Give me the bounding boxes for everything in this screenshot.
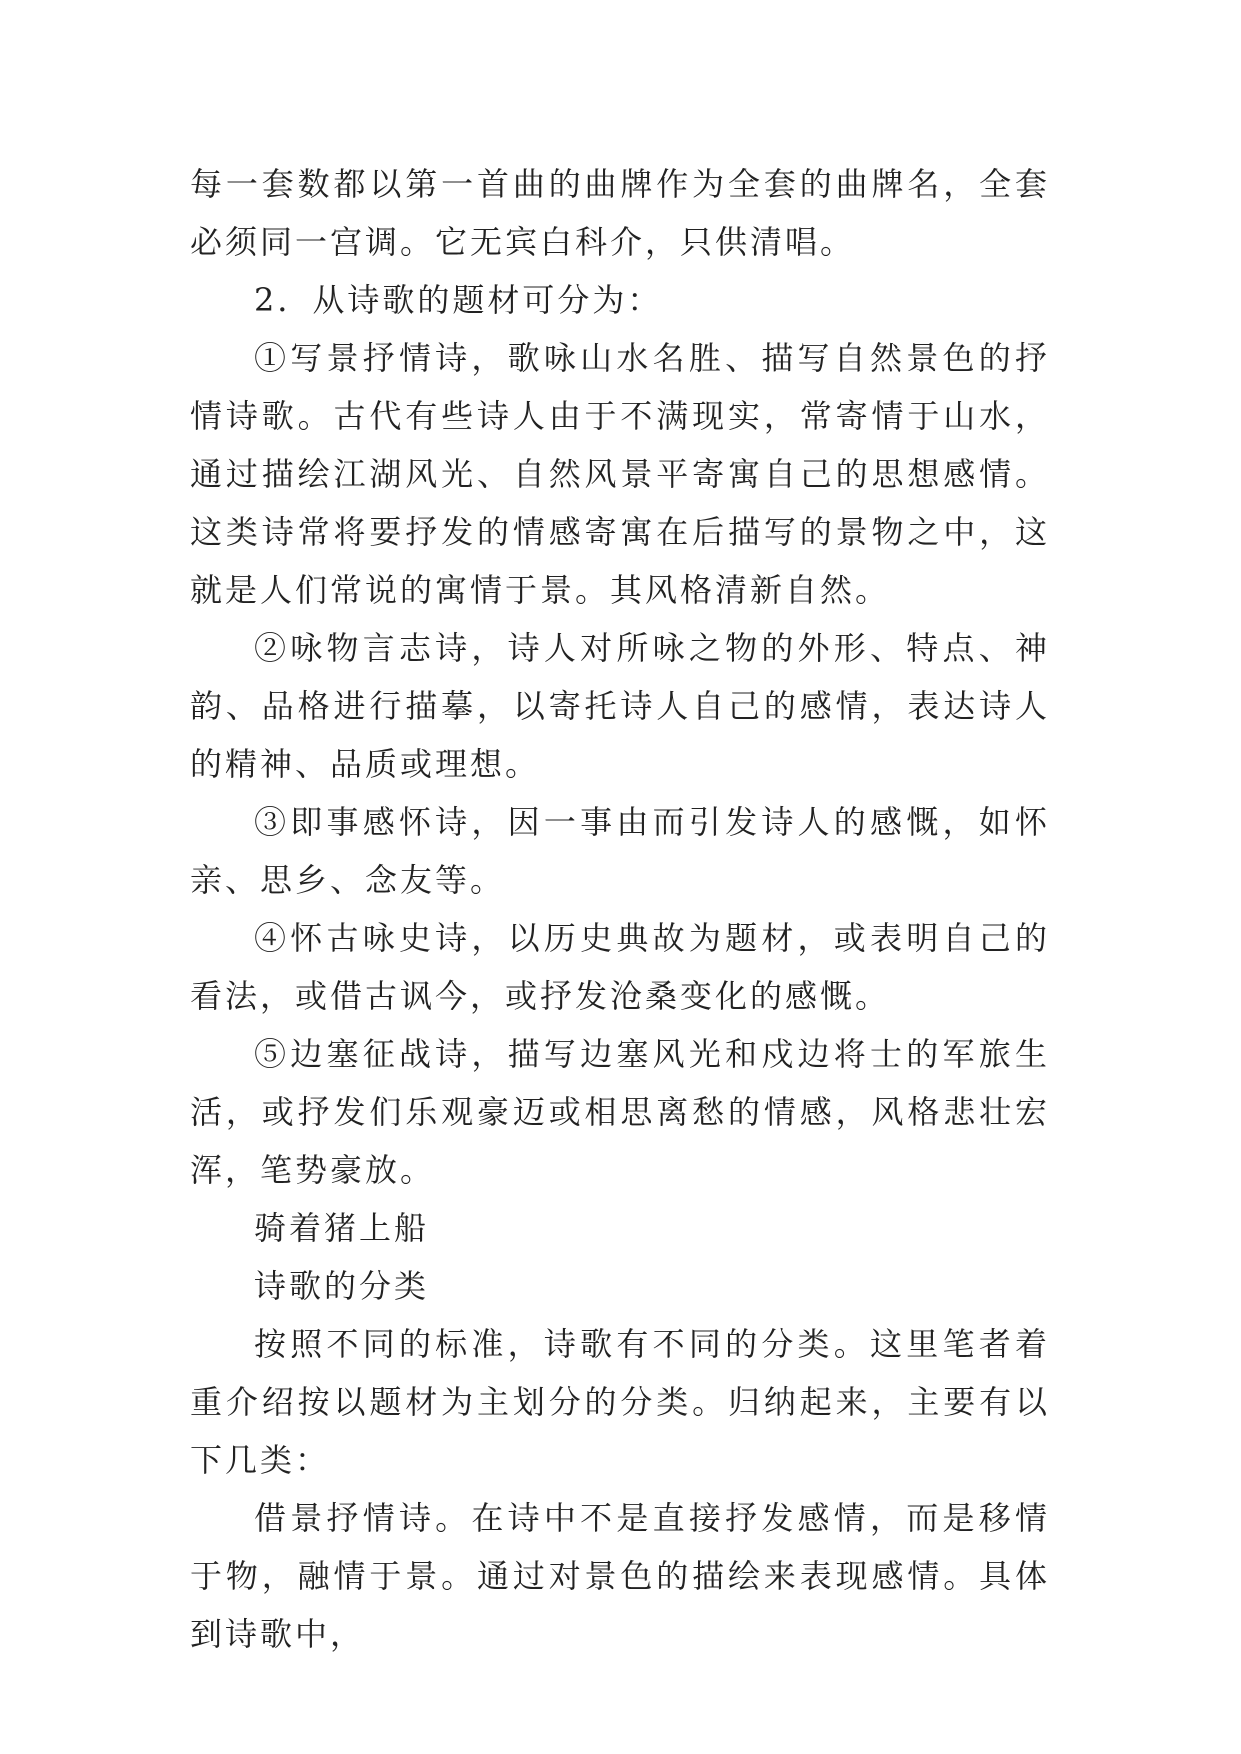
paragraph-object-poems: ②咏物言志诗，诗人对所咏之物的外形、特点、神韵、品格进行描摹，以寄托诗人自己的感情，表达诗人的精神、品质或理想。: [190, 629, 1050, 783]
paragraph-classification-intro: 按照不同的标准，诗歌有不同的分类。这里笔者着重介绍按以题材为主划分的分类。归纳起来，主要有以下几类：: [190, 1325, 1050, 1479]
paragraph-landscape-poems: ①写景抒情诗，歌咏山水名胜、描写自然景色的抒情诗歌。古代有些诗人由于不满现实，常寄情于山水，通过描绘江湖风光、自然风景平寄寓自己的思想感情。这类诗常将要抒发的情感寄寓在后描写的景物之中，这就是人们常说的寓情于景。其风格清新自然。: [190, 339, 1050, 609]
paragraph-heading-classification: 诗歌的分类: [254, 1267, 430, 1305]
paragraph-heading-pig: 骑着猪上船: [254, 1209, 430, 1247]
paragraph-history-poems: ④怀古咏史诗，以历史典故为题材，或表明自己的看法，或借古讽今，或抒发沧桑变化的感慨。: [190, 919, 1050, 1015]
paragraph-event-poems: ③即事感怀诗，因一事由而引发诗人的感慨，如怀亲、思乡、念友等。: [190, 803, 1050, 899]
document-body: [190, 155, 1050, 1663]
paragraph-continuation: 每一套数都以第一首曲的曲牌作为全套的曲牌名，全套必须同一宫调。它无宾白科介，只供清唱。: [190, 165, 1050, 261]
paragraph-frontier-poems: ⑤边塞征战诗，描写边塞风光和戍边将士的军旅生活，或抒发们乐观豪迈或相思离愁的情感，风格悲壮宏浑，笔势豪放。: [190, 1035, 1050, 1189]
paragraph-subject-heading: 2．从诗歌的题材可分为：: [254, 281, 663, 319]
paragraph-scenery-lyric: 借景抒情诗。在诗中不是直接抒发感情，而是移情于物，融情于景。通过对景色的描绘来表现感情。具体到诗歌中，: [190, 1499, 1050, 1653]
